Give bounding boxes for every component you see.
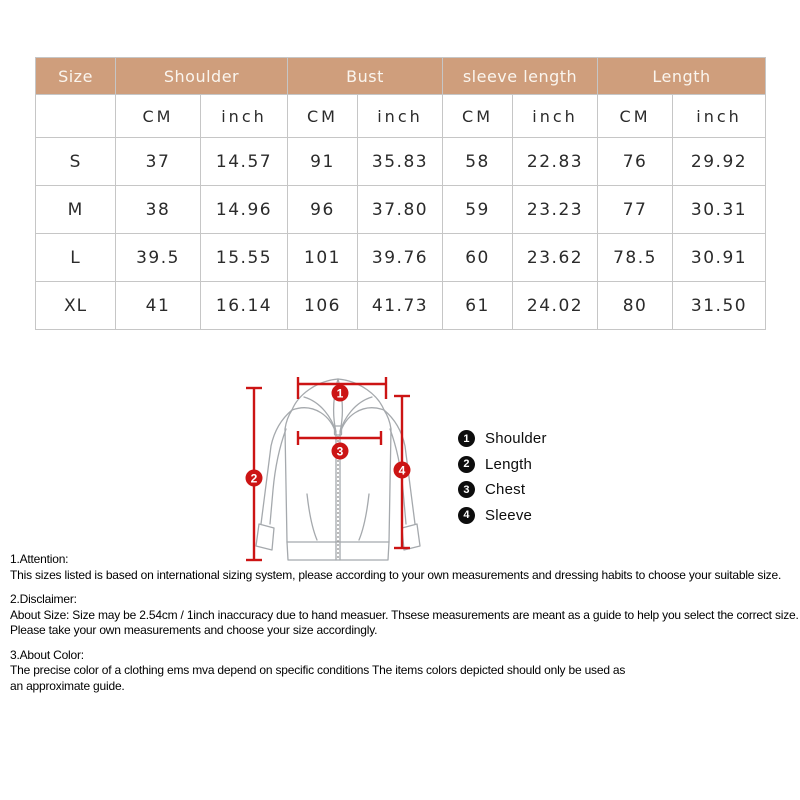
marker-number-4: 4 xyxy=(398,463,406,478)
legend-item-length xyxy=(458,452,547,478)
note-block-3 xyxy=(10,648,798,695)
legend-number-icon: 3 xyxy=(458,481,475,498)
note-heading: 2.Disclaimer: xyxy=(10,592,77,606)
measurement-value: 30.91 xyxy=(673,234,766,282)
measurement-value: 15.55 xyxy=(201,234,288,282)
measurement-value: 41 xyxy=(116,282,201,330)
measurement-diagram xyxy=(228,372,468,582)
size-label: M xyxy=(36,186,116,234)
legend-label: Length xyxy=(485,455,533,473)
unit-header-7: inch xyxy=(673,95,766,138)
measurement-value: 60 xyxy=(443,234,513,282)
marker-number-2: 2 xyxy=(250,471,258,486)
legend-item-sleeve xyxy=(458,503,547,529)
legend-number-icon: 4 xyxy=(458,507,475,524)
notes-section xyxy=(10,552,798,703)
unit-header-6: CM xyxy=(598,95,673,138)
measurement-value: 14.96 xyxy=(201,186,288,234)
unit-header-0: CM xyxy=(116,95,201,138)
measurement-value: 30.31 xyxy=(673,186,766,234)
measurement-value: 35.83 xyxy=(358,138,443,186)
measurement-value: 76 xyxy=(598,138,673,186)
note-block-2 xyxy=(10,592,798,639)
measurement-value: 16.14 xyxy=(201,282,288,330)
size-label: XL xyxy=(36,282,116,330)
unit-header-empty xyxy=(36,95,116,138)
measurement-value: 80 xyxy=(598,282,673,330)
measurement-value: 38 xyxy=(116,186,201,234)
note-heading: 3.About Color: xyxy=(10,647,84,662)
unit-header-row xyxy=(36,95,766,138)
legend-item-chest xyxy=(458,477,547,503)
size-table xyxy=(35,57,766,330)
legend-number-icon: 1 xyxy=(458,430,475,447)
column-header-shoulder: Shoulder xyxy=(116,58,288,95)
measurement-value: 23.23 xyxy=(513,186,598,234)
measurement-value: 39.76 xyxy=(358,234,443,282)
note-block-1 xyxy=(10,552,798,583)
column-header-sleeve-length: sleeve length xyxy=(443,58,598,95)
measurement-value: 37.80 xyxy=(358,186,443,234)
measurement-value: 91 xyxy=(288,138,358,186)
note-line: an approximate guide. xyxy=(10,678,125,693)
measurement-value: 59 xyxy=(443,186,513,234)
measurement-value: 77 xyxy=(598,186,673,234)
measurement-value: 22.83 xyxy=(513,138,598,186)
measurement-value: 61 xyxy=(443,282,513,330)
legend-label: Shoulder xyxy=(485,430,547,448)
note-line: This sizes listed is based on international sizing system, please according to your own measurements and dressing habits to choose your suitable size. xyxy=(10,567,782,582)
hoodie-diagram-svg xyxy=(228,372,468,582)
note-line: The precise color of a clothing ems mva depend on specific conditions The items colors depicted should only be used as xyxy=(10,663,626,677)
legend-label: Chest xyxy=(485,481,526,499)
measurement-markers xyxy=(246,385,411,487)
measurement-value: 58 xyxy=(443,138,513,186)
size-row-M xyxy=(36,186,766,234)
group-header-row xyxy=(36,58,766,95)
measurement-value: 101 xyxy=(288,234,358,282)
note-line: Please take your own measurements and choose your size accordingly. xyxy=(10,623,378,637)
unit-header-4: CM xyxy=(443,95,513,138)
unit-header-3: inch xyxy=(358,95,443,138)
measurement-value: 14.57 xyxy=(201,138,288,186)
unit-header-2: CM xyxy=(288,95,358,138)
column-header-length: Length xyxy=(598,58,766,95)
measurement-value: 23.62 xyxy=(513,234,598,282)
size-label: L xyxy=(36,234,116,282)
measurement-value: 96 xyxy=(288,186,358,234)
measurement-lines xyxy=(246,377,410,560)
marker-number-1: 1 xyxy=(336,386,344,401)
measurement-value: 24.02 xyxy=(513,282,598,330)
measurement-value: 78.5 xyxy=(598,234,673,282)
marker-number-3: 3 xyxy=(336,444,344,459)
measurement-value: 37 xyxy=(116,138,201,186)
diagram-legend xyxy=(458,426,547,528)
note-line: About Size: Size may be 2.54cm / 1inch inaccuracy due to hand measuer. Thsese measurements are meant as a guide to help you select the correct size. xyxy=(10,607,799,622)
note-heading: 1.Attention: xyxy=(10,552,69,566)
size-row-S xyxy=(36,138,766,186)
size-row-L xyxy=(36,234,766,282)
unit-header-1: inch xyxy=(201,95,288,138)
size-label: S xyxy=(36,138,116,186)
measurement-value: 39.5 xyxy=(116,234,201,282)
unit-header-5: inch xyxy=(513,95,598,138)
legend-number-icon: 2 xyxy=(458,456,475,473)
measurement-value: 41.73 xyxy=(358,282,443,330)
measurement-value: 106 xyxy=(288,282,358,330)
column-header-bust: Bust xyxy=(288,58,443,95)
column-header-size: Size xyxy=(36,58,116,95)
legend-item-shoulder xyxy=(458,426,547,452)
legend-label: Sleeve xyxy=(485,506,533,524)
measurement-value: 31.50 xyxy=(673,282,766,330)
size-row-XL xyxy=(36,282,766,330)
measurement-value: 29.92 xyxy=(673,138,766,186)
